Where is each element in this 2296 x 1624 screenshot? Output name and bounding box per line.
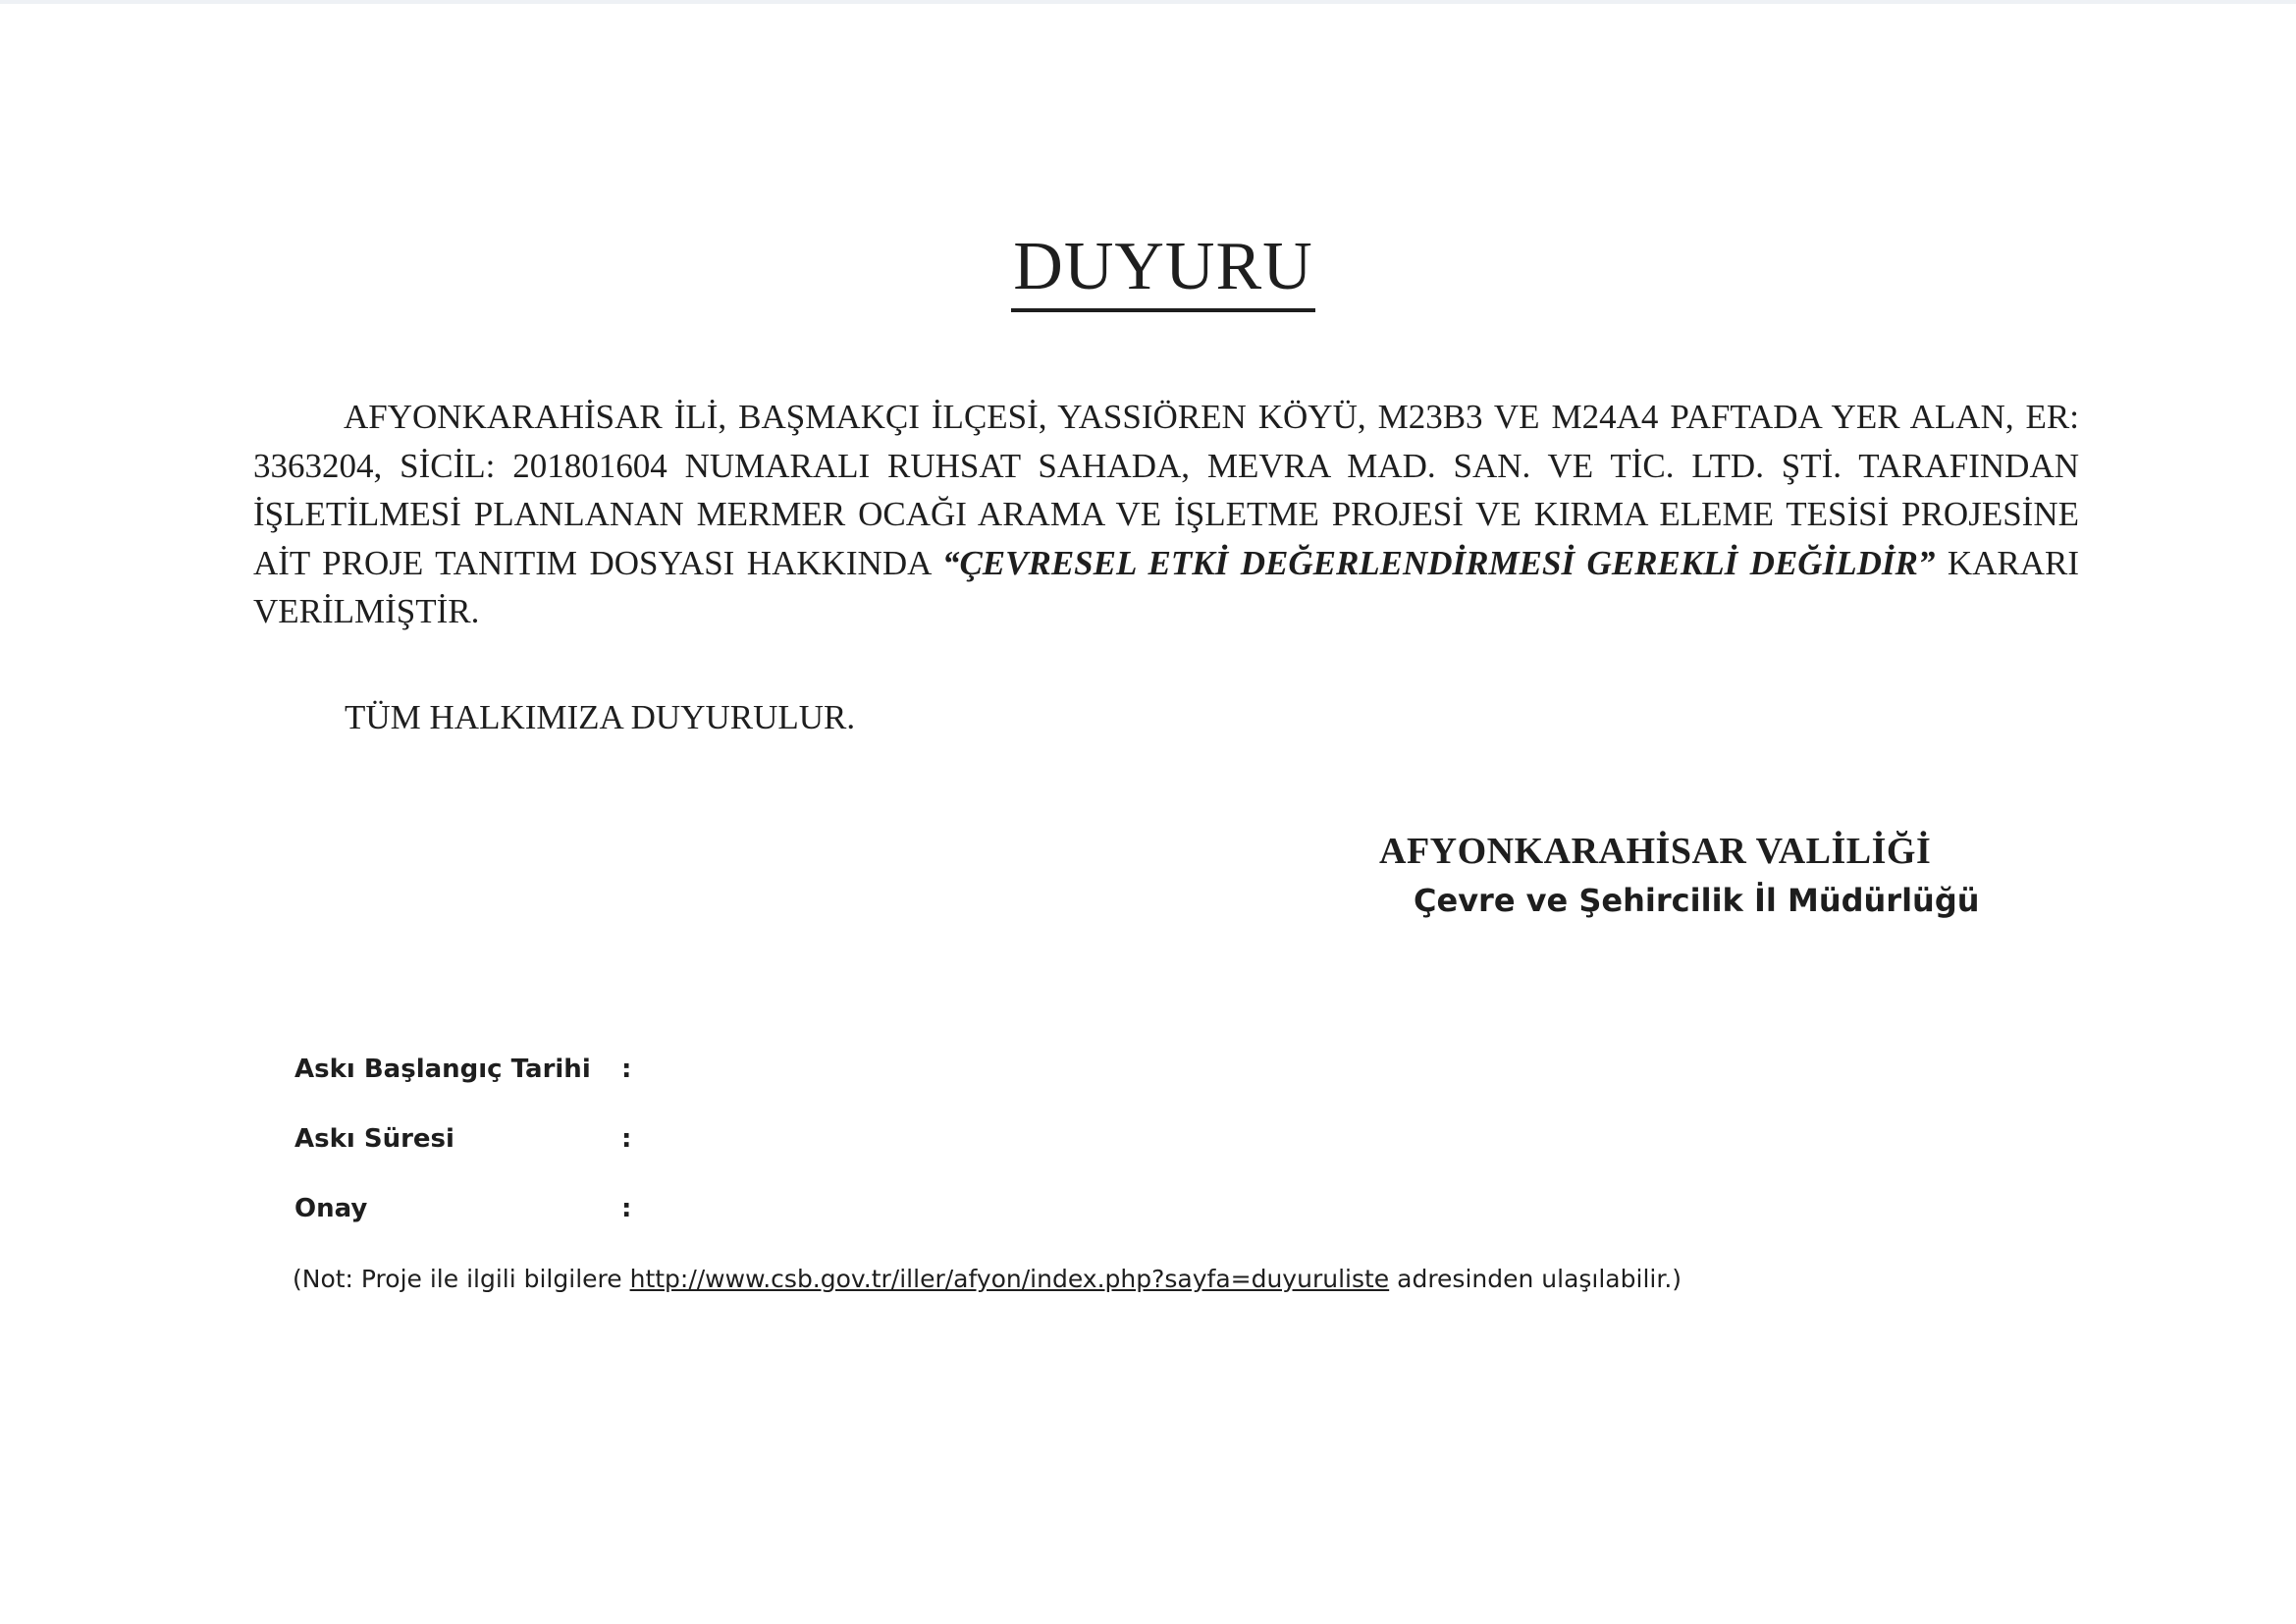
announcement-body [253, 393, 2079, 636]
announcements-link[interactable]: http://www.csb.gov.tr/iller/afyon/index.php?sayfa=duyuruliste [629, 1265, 1390, 1293]
announcement-body-part1: AFYONKARAHİSAR İLİ, BAŞMAKÇI İLÇESİ, YASSIÖREN KÖYÜ, M23B3 VE M24A4 PAFTADA YER ALAN, ER: 3363204, SİCİL: 201801604 NUMARALI RUHSAT SAHADA, MEVRA MAD. SAN. VE TİC. LTD. ŞTİ. TARAFINDAN İŞLETİLMESİ PLANLANAN MERMER OCAĞI ARAMA VE İŞLETME PROJESİ VE KIRMA ELEME TESİSİ PROJESİNE AİT PROJE TANITIM DOSYASI HAKKINDA [253, 398, 2079, 582]
field-separator: : [621, 1194, 632, 1223]
footnote-suffix: adresinden ulaşılabilir.) [1397, 1265, 1682, 1293]
signature-department: Çevre ve Şehircilik İl Müdürlüğü [1414, 882, 1980, 919]
field-label: Askı Başlangıç Tarihi [294, 1055, 591, 1084]
field-posting-duration [294, 1119, 632, 1159]
field-label: Onay [294, 1194, 368, 1223]
announcement-decision: “ÇEVRESEL ETKİ DEĞERLENDİRMESİ GEREKLİ DEĞİLDİR” [941, 543, 1936, 582]
footnote-prefix: (Not: Proje ile ilgili bilgilere [293, 1265, 622, 1293]
field-posting-start-date [294, 1050, 632, 1089]
footnote [293, 1260, 1682, 1299]
field-separator: : [621, 1055, 632, 1084]
page-title: DUYURU [1011, 228, 1315, 312]
closing-line: TÜM HALKIMIZA DUYURULUR. [345, 698, 856, 736]
page-top-edge [0, 0, 2296, 4]
signature-authority: AFYONKARAHİSAR VALİLİĞİ [1379, 831, 1932, 872]
field-approval [294, 1189, 632, 1228]
announcement-body-part2: KARARI VERİLMİŞTİR. [253, 543, 2079, 630]
field-label: Askı Süresi [294, 1124, 454, 1154]
field-separator: : [621, 1124, 632, 1154]
